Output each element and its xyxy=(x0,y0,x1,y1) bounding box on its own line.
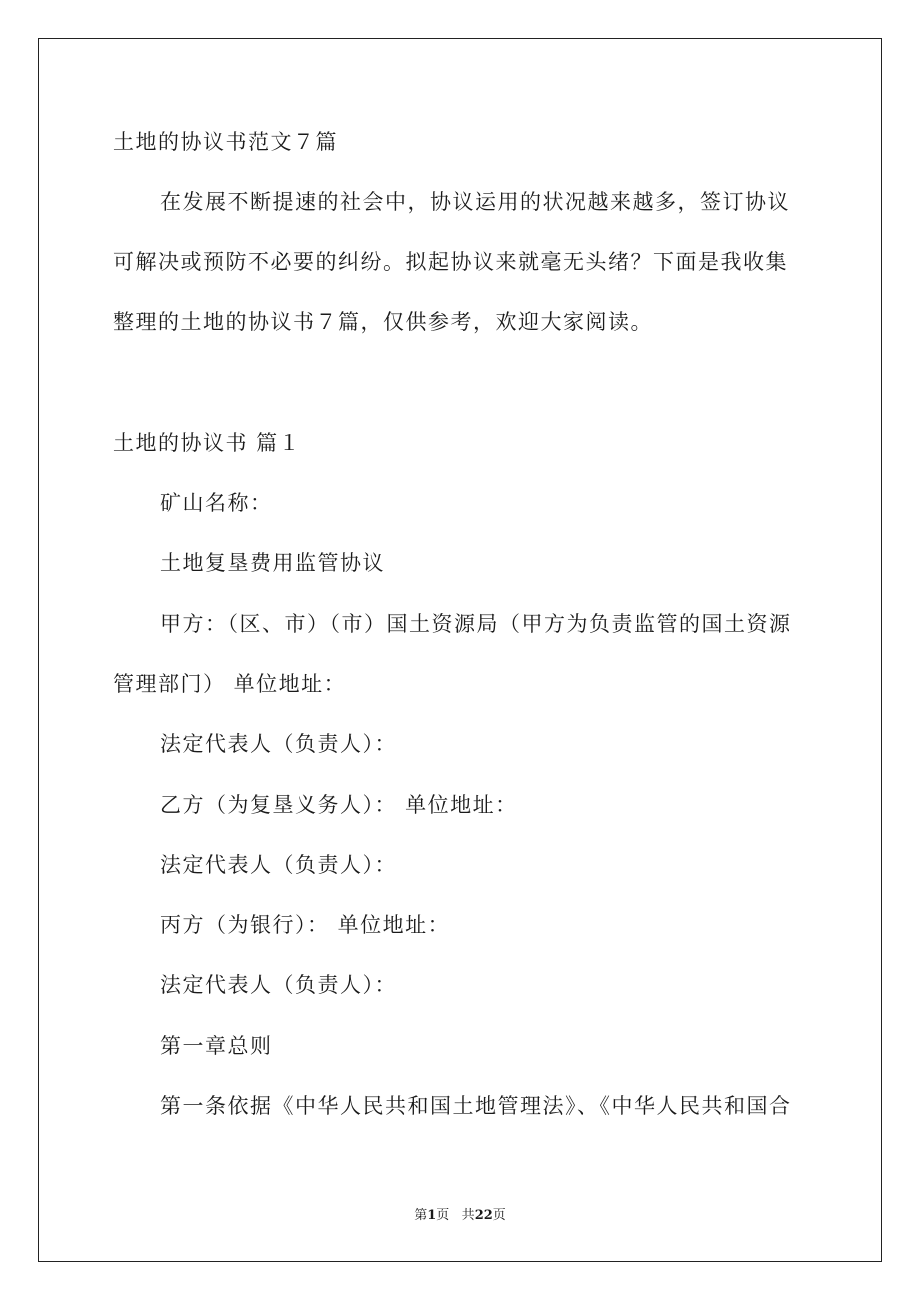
party-b-representative: 法定代表人（负责人）： xyxy=(160,853,397,877)
intro-line-2: 可解决或预防不必要的纠纷。拟起协议来就毫无头绪？下面是我收集 xyxy=(113,250,788,274)
article-1-line: 第一条依据《中华人民共和国土地管理法》、《中华人民共和国合 xyxy=(160,1094,792,1118)
section-heading: 土地的协议书 篇１ xyxy=(113,431,302,455)
footer-page-number: 1 xyxy=(427,1208,437,1223)
party-a-line-1: 甲方：（区、市）（市）国土资源局（甲方为负责监管的国土资源 xyxy=(160,612,792,636)
footer-total-suffix: 页 xyxy=(492,1208,506,1223)
chapter-heading: 第一章总则 xyxy=(160,1034,273,1058)
party-a-line-2: 管理部门） 单位地址： xyxy=(113,672,347,696)
footer-total-pages: 22 xyxy=(474,1208,493,1223)
party-b-line: 乙方（为复垦义务人）： 单位地址： xyxy=(160,793,518,817)
agreement-name-line: 土地复垦费用监管协议 xyxy=(160,551,385,575)
footer-total-prefix: 共 xyxy=(461,1208,475,1223)
intro-line-1: 在发展不断提速的社会中，协议运用的状况越来越多，签订协议 xyxy=(160,190,790,214)
page-frame xyxy=(38,38,882,1262)
footer-prefix: 第 xyxy=(414,1208,428,1223)
document-title: 土地的协议书范文７篇 xyxy=(113,130,338,154)
intro-line-3: 整理的土地的协议书７篇，仅供参考，欢迎大家阅读。 xyxy=(113,310,653,334)
party-a-representative: 法定代表人（负责人）： xyxy=(160,732,397,756)
party-c-representative: 法定代表人（负责人）： xyxy=(160,973,397,997)
party-c-line: 丙方（为银行）： 单位地址： xyxy=(160,913,451,937)
mine-name-line: 矿山名称： xyxy=(160,491,273,515)
page-footer xyxy=(0,1206,920,1226)
footer-page-suffix: 页 xyxy=(436,1208,450,1223)
